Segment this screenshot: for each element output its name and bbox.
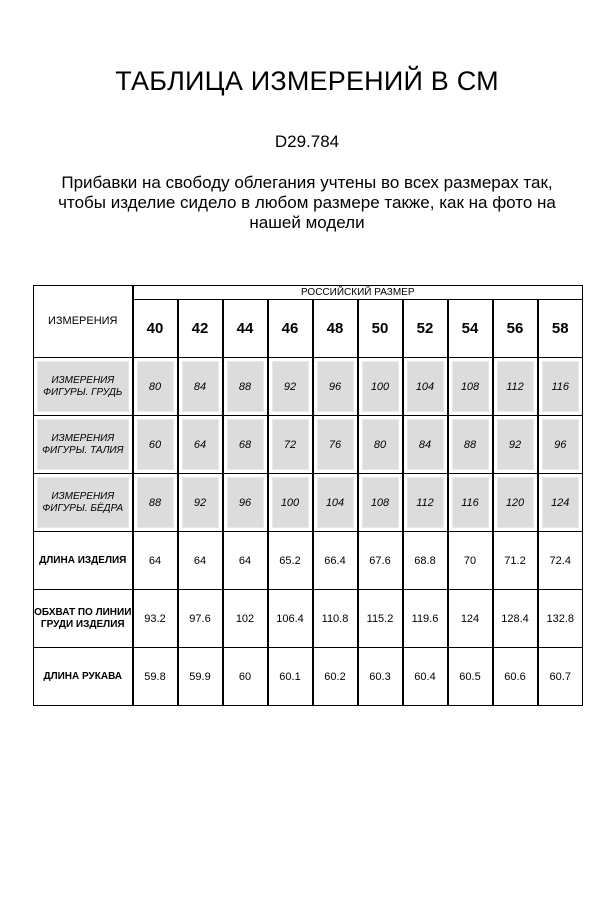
table-cell: 97.6 bbox=[178, 590, 223, 648]
table-cell: 71.2 bbox=[493, 532, 538, 590]
cell-value: 88 bbox=[452, 419, 489, 470]
measurements-header: ИЗМЕРЕНИЯ bbox=[34, 286, 133, 358]
table-cell: 67.6 bbox=[358, 532, 403, 590]
table-cell bbox=[133, 358, 178, 416]
table-cell bbox=[358, 474, 403, 532]
table-cell: 66.4 bbox=[313, 532, 358, 590]
size-42: 42 bbox=[178, 300, 223, 358]
table-row bbox=[34, 474, 583, 532]
table-row bbox=[34, 416, 583, 474]
size-44: 44 bbox=[223, 300, 268, 358]
cell-value: 84 bbox=[407, 419, 444, 470]
table-cell: 60.5 bbox=[448, 648, 493, 706]
cell-value: 64 bbox=[182, 419, 219, 470]
table-cell: 60.4 bbox=[403, 648, 448, 706]
cell-value: 112 bbox=[407, 477, 444, 528]
cell-value: 116 bbox=[452, 477, 489, 528]
cell-value: 92 bbox=[272, 361, 309, 412]
cell-value: 112 bbox=[497, 361, 534, 412]
cell-value: 84 bbox=[182, 361, 219, 412]
table-cell: 60.7 bbox=[538, 648, 583, 706]
cell-value: 92 bbox=[497, 419, 534, 470]
table-cell bbox=[133, 474, 178, 532]
table-cell: 59.9 bbox=[178, 648, 223, 706]
table-cell bbox=[403, 416, 448, 474]
table-cell: 128.4 bbox=[493, 590, 538, 648]
size-46: 46 bbox=[268, 300, 313, 358]
table-cell: 60.2 bbox=[313, 648, 358, 706]
cell-value: 88 bbox=[137, 477, 174, 528]
table-cell: 68.8 bbox=[403, 532, 448, 590]
fit-note: Прибавки на свободу облегания учтены во всех размерах так, чтобы изделие сидело в любом размере также, как на фото на нашей модели bbox=[58, 173, 556, 232]
table-cell bbox=[313, 416, 358, 474]
cell-value: 80 bbox=[362, 419, 399, 470]
table-cell: 124 bbox=[448, 590, 493, 648]
cell-value: 96 bbox=[317, 361, 354, 412]
table-cell bbox=[223, 358, 268, 416]
table-cell bbox=[448, 474, 493, 532]
size-48: 48 bbox=[313, 300, 358, 358]
size-54: 54 bbox=[448, 300, 493, 358]
table-cell: 64 bbox=[223, 532, 268, 590]
article-number: D29.784 bbox=[274, 132, 340, 151]
table-cell: 102 bbox=[223, 590, 268, 648]
table-cell bbox=[133, 416, 178, 474]
table-cell bbox=[268, 416, 313, 474]
table-cell: 64 bbox=[178, 532, 223, 590]
table-row bbox=[34, 590, 583, 648]
table-cell bbox=[223, 474, 268, 532]
cell-value: 116 bbox=[542, 361, 580, 412]
row-label bbox=[34, 416, 133, 474]
table-cell bbox=[448, 358, 493, 416]
table-cell bbox=[538, 416, 583, 474]
row-label: ОБХВАТ ПО ЛИНИИ ГРУДИ ИЗДЕЛИЯ bbox=[34, 590, 133, 648]
table-cell bbox=[493, 358, 538, 416]
table-cell: 72.4 bbox=[538, 532, 583, 590]
table-cell bbox=[223, 416, 268, 474]
size-40: 40 bbox=[133, 300, 178, 358]
cell-value: 96 bbox=[542, 419, 580, 470]
table-cell: 59.8 bbox=[133, 648, 178, 706]
table-cell: 65.2 bbox=[268, 532, 313, 590]
row-label: ДЛИНА ИЗДЕЛИЯ bbox=[34, 532, 133, 590]
table-cell bbox=[178, 474, 223, 532]
table-cell bbox=[538, 358, 583, 416]
table-cell: 60.3 bbox=[358, 648, 403, 706]
table-cell: 115.2 bbox=[358, 590, 403, 648]
table-cell bbox=[178, 416, 223, 474]
cell-value: 108 bbox=[362, 477, 399, 528]
table-cell: 110.8 bbox=[313, 590, 358, 648]
russian-size-header: РОССИЙСКИЙ РАЗМЕР bbox=[133, 286, 583, 300]
table-row bbox=[34, 648, 583, 706]
cell-value: 100 bbox=[272, 477, 309, 528]
table-cell: 60 bbox=[223, 648, 268, 706]
cell-value: 104 bbox=[317, 477, 354, 528]
table-cell bbox=[268, 358, 313, 416]
cell-value: 76 bbox=[317, 419, 354, 470]
table-cell: 60.6 bbox=[493, 648, 538, 706]
cell-value: 80 bbox=[137, 361, 174, 412]
table-cell bbox=[538, 474, 583, 532]
row-label-text: ИЗМЕРЕНИЯ ФИГУРЫ. ГРУДЬ bbox=[37, 361, 129, 412]
cell-value: 92 bbox=[182, 477, 219, 528]
table-row bbox=[34, 358, 583, 416]
size-56: 56 bbox=[493, 300, 538, 358]
table-cell: 106.4 bbox=[268, 590, 313, 648]
table-cell: 132.8 bbox=[538, 590, 583, 648]
cell-value: 72 bbox=[272, 419, 309, 470]
table-cell bbox=[358, 416, 403, 474]
table-cell: 93.2 bbox=[133, 590, 178, 648]
table-cell bbox=[178, 358, 223, 416]
cell-value: 68 bbox=[227, 419, 264, 470]
table-cell bbox=[268, 474, 313, 532]
table-cell: 119.6 bbox=[403, 590, 448, 648]
cell-value: 108 bbox=[452, 361, 489, 412]
table-cell bbox=[403, 358, 448, 416]
cell-value: 124 bbox=[542, 477, 580, 528]
row-label bbox=[34, 474, 133, 532]
size-58: 58 bbox=[538, 300, 583, 358]
size-group-row bbox=[34, 286, 583, 300]
table-cell bbox=[493, 474, 538, 532]
cell-value: 100 bbox=[362, 361, 399, 412]
cell-value: 120 bbox=[497, 477, 534, 528]
table-cell: 64 bbox=[133, 532, 178, 590]
table-cell: 60.1 bbox=[268, 648, 313, 706]
row-label bbox=[34, 358, 133, 416]
size-50: 50 bbox=[358, 300, 403, 358]
table-cell bbox=[448, 416, 493, 474]
row-label-text: ИЗМЕРЕНИЯ ФИГУРЫ. БЁДРА bbox=[37, 477, 129, 528]
size-52: 52 bbox=[403, 300, 448, 358]
row-label-text: ИЗМЕРЕНИЯ ФИГУРЫ. ТАЛИЯ bbox=[37, 419, 129, 470]
page-title: ТАБЛИЦА ИЗМЕРЕНИЙ В СМ bbox=[115, 66, 499, 96]
row-label: ДЛИНА РУКАВА bbox=[34, 648, 133, 706]
cell-value: 96 bbox=[227, 477, 264, 528]
cell-value: 88 bbox=[227, 361, 264, 412]
table-cell bbox=[313, 474, 358, 532]
table-cell bbox=[493, 416, 538, 474]
table-row bbox=[34, 532, 583, 590]
table-cell bbox=[358, 358, 403, 416]
table-cell bbox=[313, 358, 358, 416]
table-cell: 70 bbox=[448, 532, 493, 590]
cell-value: 104 bbox=[407, 361, 444, 412]
table-cell bbox=[403, 474, 448, 532]
cell-value: 60 bbox=[137, 419, 174, 470]
size-table bbox=[33, 285, 583, 706]
